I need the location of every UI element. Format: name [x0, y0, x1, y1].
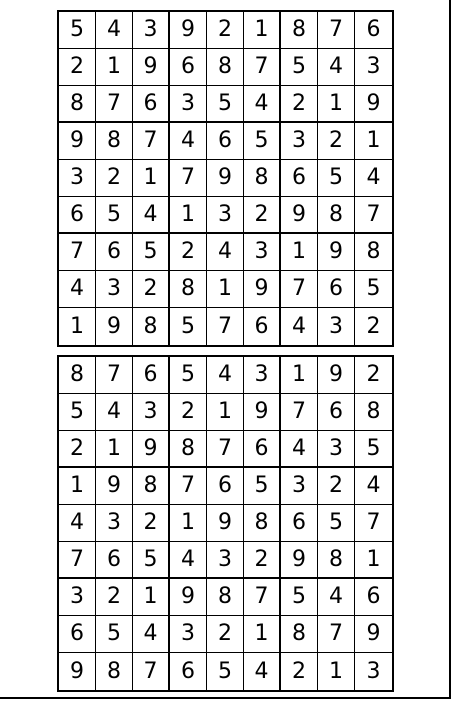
sudoku-cell[interactable]: 4 [318, 49, 355, 86]
sudoku-cell[interactable]: 1 [318, 86, 355, 123]
sudoku-cell[interactable]: 4 [170, 123, 207, 160]
sudoku-cell[interactable]: 1 [281, 357, 318, 394]
sudoku-cell[interactable]: 7 [96, 86, 133, 123]
sudoku-cell[interactable]: 7 [355, 197, 392, 234]
sudoku-cell[interactable]: 6 [170, 653, 207, 690]
sudoku-cell[interactable]: 5 [96, 197, 133, 234]
sudoku-cell[interactable]: 4 [244, 86, 281, 123]
sudoku-cell[interactable]: 3 [281, 468, 318, 505]
sudoku-cell[interactable]: 1 [170, 197, 207, 234]
sudoku-cell[interactable]: 9 [170, 579, 207, 616]
sudoku-cell[interactable]: 5 [318, 160, 355, 197]
sudoku-cell[interactable]: 5 [59, 394, 96, 431]
sudoku-cell[interactable]: 7 [133, 653, 170, 690]
sudoku-cell[interactable]: 2 [281, 653, 318, 690]
sudoku-cell[interactable]: 2 [170, 394, 207, 431]
sudoku-cell[interactable]: 8 [133, 308, 170, 345]
sudoku-cell[interactable]: 7 [59, 542, 96, 579]
sudoku-cell[interactable]: 7 [207, 308, 244, 345]
sudoku-cell[interactable]: 9 [318, 357, 355, 394]
sudoku-cell[interactable]: 6 [96, 542, 133, 579]
sudoku-cell[interactable]: 6 [318, 271, 355, 308]
sudoku-cell[interactable]: 8 [170, 431, 207, 468]
sudoku-cell[interactable]: 7 [244, 49, 281, 86]
sudoku-cell[interactable]: 4 [170, 542, 207, 579]
sudoku-cell[interactable]: 3 [355, 49, 392, 86]
sudoku-cell[interactable]: 9 [133, 49, 170, 86]
sudoku-cell[interactable]: 6 [96, 234, 133, 271]
sudoku-cell[interactable]: 3 [281, 123, 318, 160]
sudoku-cell[interactable]: 6 [355, 579, 392, 616]
sudoku-cell[interactable]: 3 [170, 86, 207, 123]
sudoku-cell[interactable]: 3 [244, 234, 281, 271]
sudoku-cell[interactable]: 5 [207, 86, 244, 123]
sudoku-cell[interactable]: 5 [170, 308, 207, 345]
sudoku-cell[interactable]: 5 [170, 357, 207, 394]
sudoku-cell[interactable]: 1 [244, 12, 281, 49]
sudoku-cell[interactable]: 8 [207, 579, 244, 616]
sudoku-cell[interactable]: 6 [244, 308, 281, 345]
sudoku-cell[interactable]: 9 [207, 505, 244, 542]
sudoku-cell[interactable]: 1 [96, 431, 133, 468]
sudoku-cell[interactable]: 6 [59, 616, 96, 653]
sudoku-cell[interactable]: 5 [355, 271, 392, 308]
sudoku-cell[interactable]: 5 [133, 234, 170, 271]
sudoku-cell[interactable]: 3 [207, 542, 244, 579]
sudoku-cell[interactable]: 9 [96, 308, 133, 345]
sudoku-cell[interactable]: 2 [207, 616, 244, 653]
sudoku-cell[interactable]: 5 [355, 431, 392, 468]
sudoku-cell[interactable]: 6 [281, 505, 318, 542]
sudoku-cell[interactable]: 8 [96, 653, 133, 690]
sudoku-cell[interactable]: 6 [207, 123, 244, 160]
sudoku-cell[interactable]: 1 [355, 123, 392, 160]
sudoku-cell[interactable]: 3 [244, 357, 281, 394]
sudoku-cell[interactable]: 9 [96, 468, 133, 505]
sudoku-cell[interactable]: 4 [207, 357, 244, 394]
sudoku-cell[interactable]: 1 [355, 542, 392, 579]
sudoku-cell[interactable]: 6 [207, 468, 244, 505]
sudoku-cell[interactable]: 2 [366, 313, 381, 339]
sudoku-cell[interactable]: 2 [133, 505, 170, 542]
sudoku-cell[interactable]: 6 [244, 431, 281, 468]
sudoku-cell[interactable]: 2 [59, 49, 96, 86]
sudoku-cell[interactable]: 3 [366, 658, 381, 684]
sudoku-cell[interactable]: 7 [170, 160, 207, 197]
sudoku-cell[interactable]: 5 [244, 468, 281, 505]
sudoku-cell[interactable]: 9 [170, 12, 207, 49]
sudoku-cell[interactable]: 4 [281, 308, 318, 345]
sudoku-cell[interactable]: 6 [281, 160, 318, 197]
sudoku-cell[interactable]: 8 [244, 160, 281, 197]
sudoku-cell[interactable]: 3 [318, 431, 355, 468]
sudoku-cell[interactable]: 5 [133, 542, 170, 579]
sudoku-cell[interactable]: 6 [170, 49, 207, 86]
sudoku-cell[interactable]: 5 [281, 579, 318, 616]
sudoku-cell[interactable]: 8 [318, 197, 355, 234]
sudoku-cell[interactable]: 8 [96, 123, 133, 160]
sudoku-cell[interactable]: 3 [59, 160, 96, 197]
sudoku-cell[interactable]: 4 [244, 653, 281, 690]
sudoku-cell[interactable]: 9 [355, 616, 392, 653]
sudoku-cell[interactable]: 7 [96, 357, 133, 394]
sudoku-cell[interactable]: 6 [59, 197, 96, 234]
sudoku-cell[interactable]: 8 [207, 49, 244, 86]
sudoku-cell[interactable]: 6 [318, 394, 355, 431]
sudoku-cell[interactable]: 3 [133, 394, 170, 431]
sudoku-cell[interactable]: 7 [281, 394, 318, 431]
sudoku-cell[interactable]: 4 [207, 234, 244, 271]
sudoku-cell[interactable]: 7 [355, 505, 392, 542]
sudoku-cell[interactable]: 8 [133, 468, 170, 505]
sudoku-cell[interactable]: 3 [318, 308, 355, 345]
sudoku-cell[interactable]: 1 [59, 308, 96, 345]
sudoku-cell[interactable]: 8 [59, 86, 96, 123]
sudoku-grid-bottom [57, 355, 394, 692]
sudoku-cell[interactable]: 1 [281, 234, 318, 271]
sudoku-cell[interactable]: 9 [281, 542, 318, 579]
sudoku-cell[interactable]: 3 [59, 579, 96, 616]
sudoku-cell[interactable]: 4 [96, 12, 133, 49]
sudoku-cell[interactable]: 7 [207, 431, 244, 468]
sudoku-cell[interactable]: 8 [281, 12, 318, 49]
sudoku-cell[interactable]: 1 [59, 468, 96, 505]
sudoku-cell[interactable]: 9 [244, 394, 281, 431]
sudoku-cell[interactable]: 3 [96, 271, 133, 308]
sudoku-cell[interactable]: 6 [133, 86, 170, 123]
sudoku-cell[interactable]: 2 [96, 579, 133, 616]
sudoku-cell[interactable]: 3 [170, 616, 207, 653]
sudoku-cell[interactable]: 2 [96, 160, 133, 197]
sudoku-cell[interactable]: 9 [59, 653, 96, 690]
sudoku-cell[interactable]: 3 [207, 197, 244, 234]
sudoku-cell[interactable]: 9 [207, 160, 244, 197]
sudoku-cell[interactable]: 2 [355, 357, 392, 394]
sudoku-cell[interactable]: 2 [281, 86, 318, 123]
sudoku-cell[interactable]: 5 [281, 49, 318, 86]
sudoku-cell[interactable]: 5 [318, 505, 355, 542]
sudoku-cell[interactable]: 9 [355, 86, 392, 123]
sudoku-cell[interactable]: 9 [133, 431, 170, 468]
sudoku-cell[interactable]: 9 [244, 271, 281, 308]
sudoku-cell[interactable]: 1 [207, 271, 244, 308]
sudoku-cell[interactable]: 5 [244, 123, 281, 160]
sudoku-cell[interactable]: 7 [281, 271, 318, 308]
sudoku-cell[interactable]: 2 [318, 468, 355, 505]
sudoku-cell[interactable]: 2 [244, 542, 281, 579]
sudoku-cell[interactable]: 6 [133, 357, 170, 394]
sudoku-cell[interactable]: 9 [281, 197, 318, 234]
sudoku-cell[interactable]: 8 [244, 505, 281, 542]
sudoku-cell[interactable]: 2 [207, 12, 244, 49]
sudoku-cell[interactable]: 8 [355, 234, 392, 271]
sudoku-cell[interactable]: 6 [355, 12, 392, 49]
sudoku-cell[interactable]: 4 [59, 505, 96, 542]
sudoku-cell[interactable]: 4 [133, 197, 170, 234]
sudoku-cell[interactable]: 1 [96, 49, 133, 86]
sudoku-cell[interactable]: 1 [244, 616, 281, 653]
sudoku-cell[interactable]: 7 [59, 234, 96, 271]
sudoku-cell[interactable]: 7 [244, 579, 281, 616]
sudoku-cell[interactable]: 5 [96, 616, 133, 653]
sudoku-cell[interactable]: 8 [170, 271, 207, 308]
sudoku-cell[interactable]: 2 [170, 234, 207, 271]
sudoku-cell[interactable]: 7 [133, 123, 170, 160]
sudoku-cell[interactable]: 2 [59, 431, 96, 468]
sudoku-cell[interactable]: 5 [59, 12, 96, 49]
sudoku-cell[interactable]: 8 [59, 357, 96, 394]
sudoku-cell[interactable]: 4 [355, 160, 392, 197]
sudoku-cell[interactable]: 8 [318, 542, 355, 579]
sudoku-cell[interactable]: 3 [133, 12, 170, 49]
sudoku-cell[interactable]: 2 [133, 271, 170, 308]
sudoku-cell[interactable]: 8 [281, 616, 318, 653]
sudoku-cell[interactable]: 4 [318, 579, 355, 616]
sudoku-cell[interactable]: 8 [355, 394, 392, 431]
sudoku-cell[interactable]: 1 [133, 160, 170, 197]
sudoku-grid-top [57, 10, 394, 347]
sudoku-cell[interactable]: 3 [96, 505, 133, 542]
sudoku-cell[interactable]: 2 [244, 197, 281, 234]
sudoku-cell[interactable]: 2 [318, 123, 355, 160]
sudoku-cell[interactable]: 4 [133, 616, 170, 653]
sudoku-cell[interactable]: 1 [133, 579, 170, 616]
sudoku-cell[interactable]: 1 [318, 653, 355, 690]
sudoku-cell[interactable]: 7 [318, 616, 355, 653]
sudoku-cell[interactable]: 4 [355, 468, 392, 505]
sudoku-cell[interactable]: 1 [170, 505, 207, 542]
sudoku-cell[interactable]: 4 [59, 271, 96, 308]
sudoku-cell[interactable]: 7 [318, 12, 355, 49]
sudoku-cell[interactable]: 1 [207, 394, 244, 431]
sudoku-cell[interactable]: 4 [96, 394, 133, 431]
sudoku-cell[interactable]: 9 [318, 234, 355, 271]
sudoku-cell[interactable]: 7 [170, 468, 207, 505]
sudoku-cell[interactable]: 4 [281, 431, 318, 468]
sudoku-cell[interactable]: 5 [207, 653, 244, 690]
sudoku-cell[interactable]: 9 [59, 123, 96, 160]
